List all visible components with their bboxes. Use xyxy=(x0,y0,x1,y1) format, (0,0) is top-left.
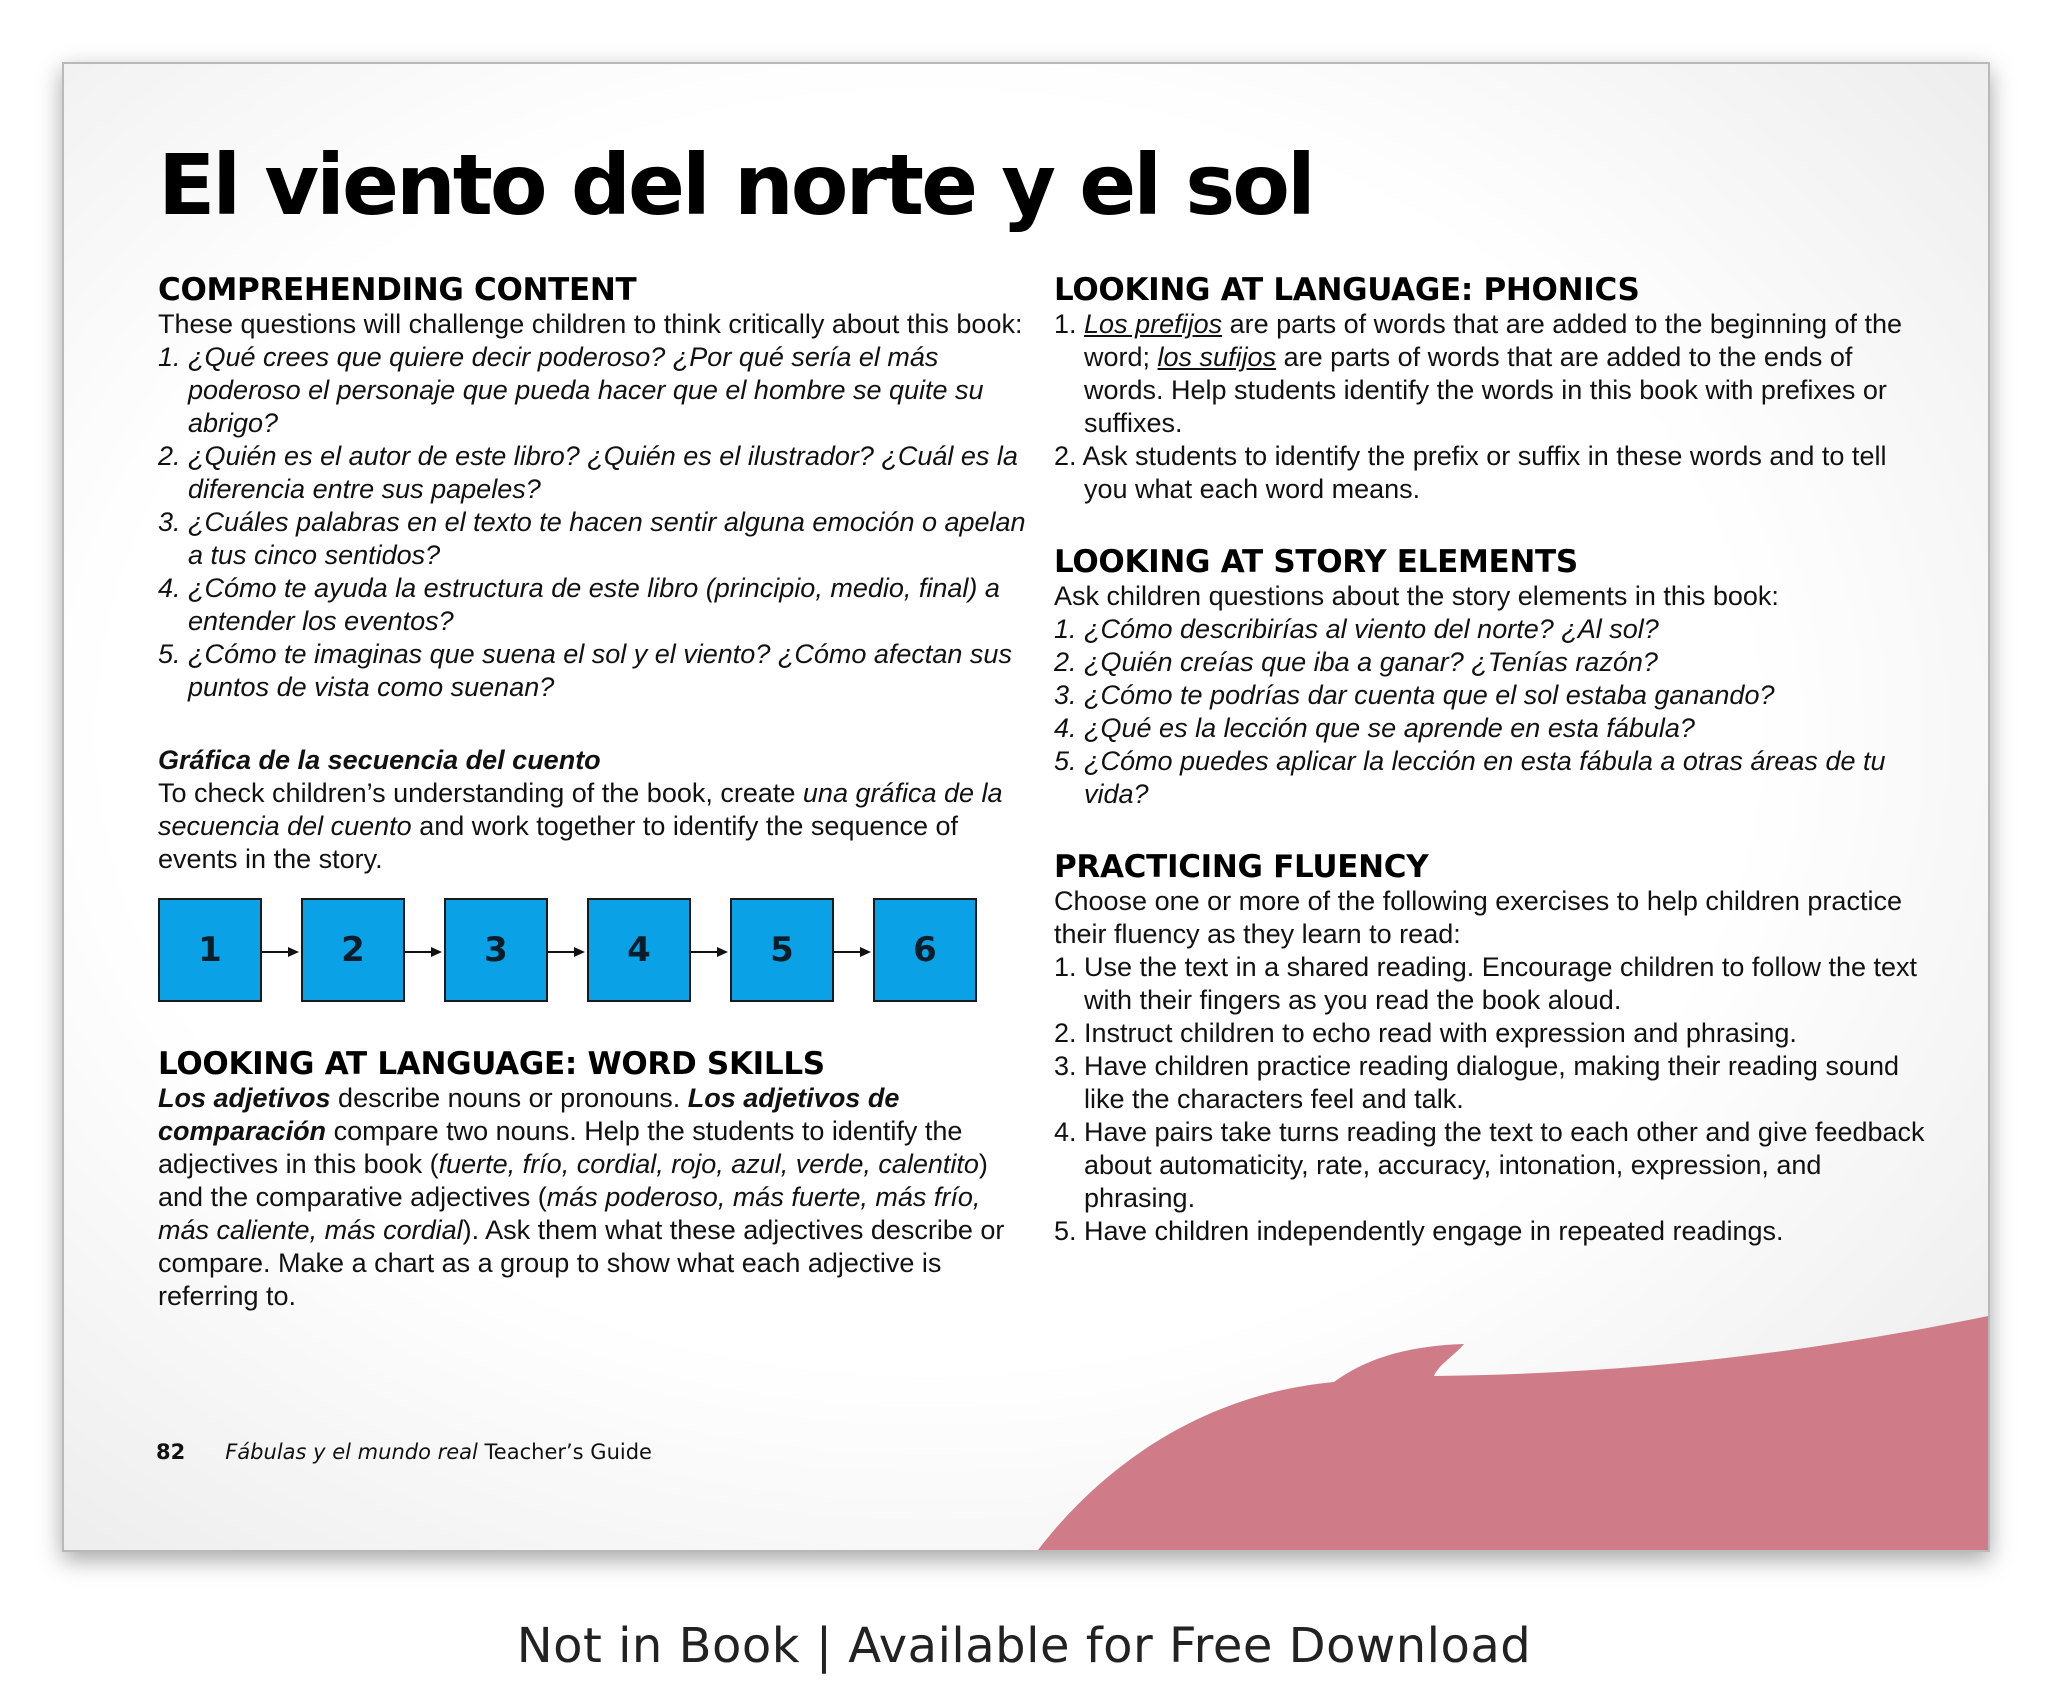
guide-label: Teacher’s Guide xyxy=(477,1440,652,1464)
story-elements-intro: Ask children questions about the story elements in this book: xyxy=(1054,581,1779,611)
sequence-box-6: 6 xyxy=(873,898,977,1002)
word-skills-text xyxy=(158,1082,1028,1313)
term-sufijos: los sufijos xyxy=(1157,342,1277,372)
list-item: 5. ¿Cómo te imaginas que suena el sol y el viento? ¿Cómo afectan sus puntos de vista como suenan? xyxy=(158,639,1012,702)
arrow-icon xyxy=(262,946,300,958)
list-item: 1. Use the text in a shared reading. Encourage children to follow the text with their fingers as you read the book aloud. xyxy=(1054,952,1918,1015)
sequence-box-3: 3 xyxy=(444,898,548,1002)
sequence-text-a: To check children’s understanding of the book, create xyxy=(158,778,803,808)
arrow-icon xyxy=(834,946,872,958)
list-item: 3. Have children practice reading dialogue, making their reading sound like the characters feel and talk. xyxy=(1054,1051,1900,1114)
comprehending-section xyxy=(158,272,1028,704)
sequence-text-em: una gráfica de la secuencia del cuento xyxy=(158,778,1003,841)
list-item: 2. Ask students to identify the prefix or suffix in these words and to tell you what each word means. xyxy=(1054,441,1887,504)
sequence-box-2: 2 xyxy=(301,898,405,1002)
sequence-heading: Gráfica de la secuencia del cuento xyxy=(158,745,601,775)
sequence-box-1: 1 xyxy=(158,898,262,1002)
fluency-list xyxy=(1054,951,1934,1248)
list-item: 5. Have children independently engage in repeated readings. xyxy=(1054,1216,1784,1246)
fluency-heading: PRACTICING FLUENCY xyxy=(1054,849,1429,885)
arrow-icon xyxy=(405,946,443,958)
text-run: describe nouns or pronouns. xyxy=(330,1083,688,1113)
right-column xyxy=(1054,272,1934,1248)
story-elements-list xyxy=(1054,613,1934,811)
list-item: 2. ¿Quién es el autor de este libro? ¿Quién es el ilustrador? ¿Cuál es la diferencia entre sus papeles? xyxy=(158,441,1018,504)
list-item: 2. ¿Quién creías que iba a ganar? ¿Tenías razón? xyxy=(1054,647,1658,677)
sequence-box-4: 4 xyxy=(587,898,691,1002)
page-title: El viento del norte y el sol xyxy=(158,136,1313,234)
page-number: 82 xyxy=(156,1440,186,1464)
page-footer xyxy=(156,1440,652,1464)
term-adjetivos-comparacion: Los adjetivos de comparación xyxy=(158,1083,900,1146)
fluency-intro: Choose one or more of the following exercises to help children practice their fluency as they learn to read: xyxy=(1054,886,1902,949)
comparative-list: más poderoso, más fuerte, más frío, más caliente, más cordial xyxy=(158,1182,981,1245)
list-item: 1. ¿Cómo describirías al viento del norte? ¿Al sol? xyxy=(1054,614,1659,644)
adjective-list: fuerte, frío, cordial, rojo, azul, verde, calentito xyxy=(438,1149,979,1179)
list-item: 4. Have pairs take turns reading the text to each other and give feedback about automaticity, rate, accuracy, intonation, expression, and phrasing. xyxy=(1054,1117,1925,1213)
story-elements-section xyxy=(1054,544,1934,811)
word-skills-section xyxy=(158,1046,1028,1313)
fluency-section xyxy=(1054,849,1934,1248)
text-run: compare two nouns. Help the students to identify the adjectives in this book ( xyxy=(158,1116,963,1179)
sequence-chart xyxy=(158,898,1028,1006)
comprehending-intro: These questions will challenge children to think critically about this book: xyxy=(158,309,1023,339)
word-skills-heading: LOOKING AT LANGUAGE: WORD SKILLS xyxy=(158,1046,825,1082)
list-item: 5. ¿Cómo puedes aplicar la lección en esta fábula a otras áreas de tu vida? xyxy=(1054,746,1886,809)
guide-page xyxy=(62,62,1990,1552)
arrow-icon xyxy=(548,946,586,958)
text-run: ). Ask them what these adjectives describe or compare. Make a chart as a group to show what each adjective is referring to. xyxy=(158,1215,1005,1311)
comprehending-list xyxy=(158,341,1028,704)
list-item: 2. Instruct children to echo read with expression and phrasing. xyxy=(1054,1018,1797,1048)
list-item: 4. ¿Qué es la lección que se aprende en esta fábula? xyxy=(1054,713,1695,743)
text-run: 1. xyxy=(1054,309,1085,339)
arrow-icon xyxy=(691,946,729,958)
sequence-section xyxy=(158,744,1028,1006)
book-title: Fábulas y el mundo real xyxy=(225,1440,478,1464)
sequence-text-b: and work together to identify the sequence of events in the story. xyxy=(158,811,959,874)
text-run: are parts of words that are added to the ends of words. Help students identify the words in this book with prefixes or suffixes. xyxy=(1084,342,1887,438)
sequence-box-5: 5 xyxy=(730,898,834,1002)
list-item: 1. ¿Qué crees que quiere decir poderoso? ¿Por qué sería el más poderoso el personaje que pueda hacer que el hombre se quite su abrigo? xyxy=(158,342,984,438)
list-item: 3. ¿Cuáles palabras en el texto te hacen sentir alguna emoción o apelan a tus cinco sentidos? xyxy=(158,507,1026,570)
story-elements-heading: LOOKING AT STORY ELEMENTS xyxy=(1054,544,1578,580)
text-run: ) and the comparative adjectives ( xyxy=(158,1149,988,1212)
list-item: 3. ¿Cómo te podrías dar cuenta que el sol estaba ganando? xyxy=(1054,680,1775,710)
phonics-section xyxy=(1054,272,1934,506)
download-banner: Not in Book | Available for Free Download xyxy=(516,1618,1532,1674)
list-item xyxy=(1054,308,1934,440)
text-run: are parts of words that are added to the beginning of the word; xyxy=(1084,309,1903,372)
list-item: 4. ¿Cómo te ayuda la estructura de este libro (principio, medio, final) a entender los eventos? xyxy=(158,573,1000,636)
phonics-heading: LOOKING AT LANGUAGE: PHONICS xyxy=(1054,272,1640,308)
term-adjetivos: Los adjetivos xyxy=(158,1083,331,1113)
phonics-list xyxy=(1054,308,1934,506)
sequence-text xyxy=(158,777,1028,876)
term-prefijos: Los prefijos xyxy=(1084,309,1223,339)
comprehending-heading: COMPREHENDING CONTENT xyxy=(158,272,637,308)
left-column xyxy=(158,272,1028,1313)
